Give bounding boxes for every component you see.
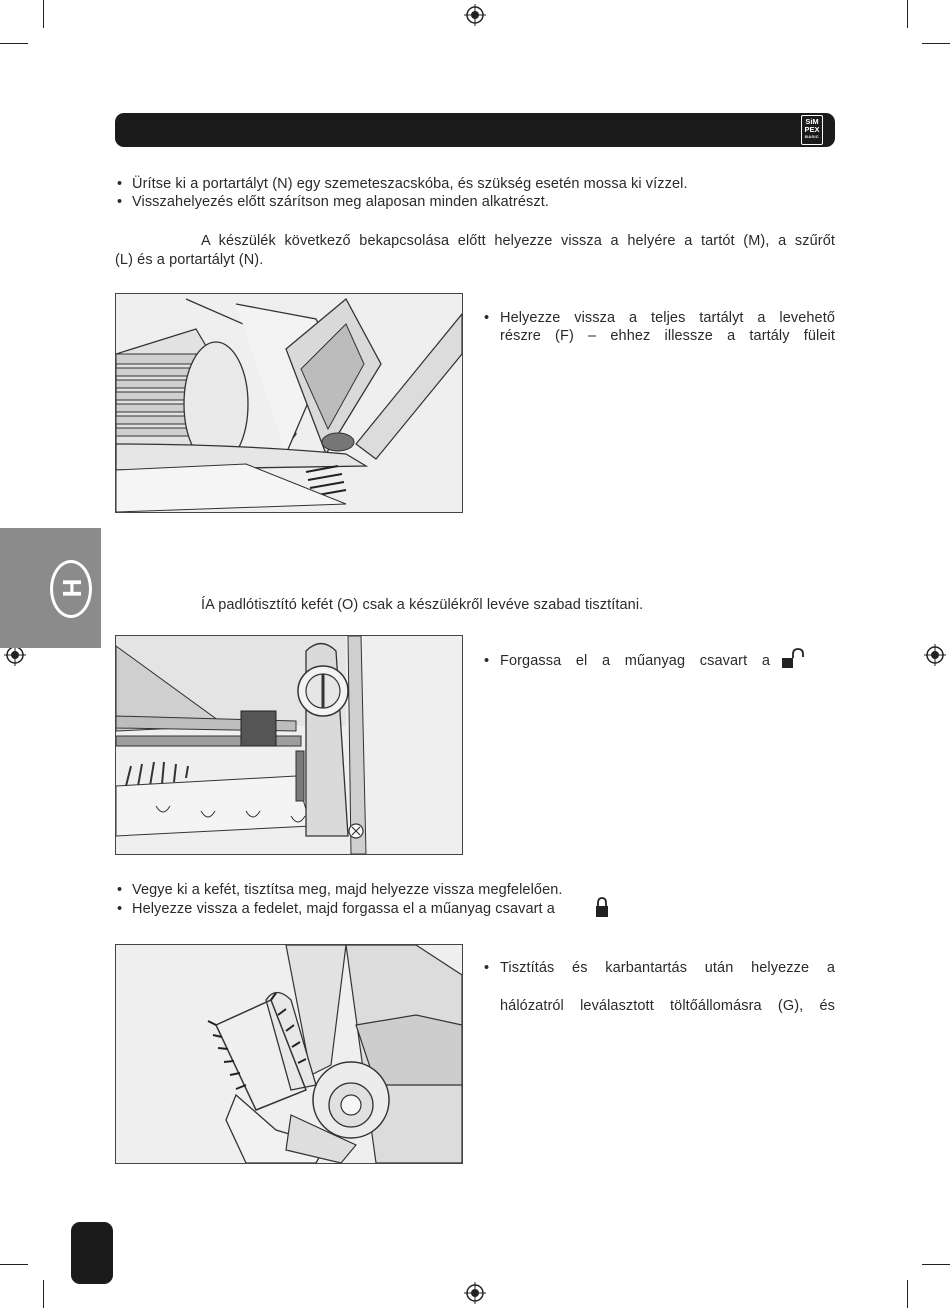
- figure-container-illustration: [115, 293, 463, 513]
- figure3-text-line1: Tisztítás és karbantartás után helyezze a: [500, 960, 835, 976]
- bullet-text: Vegye ki a kefét, tisztítsa meg, majd helyezze vissza megfelelően.: [132, 882, 563, 898]
- registration-mark-icon: [464, 1282, 486, 1304]
- figure1-text-line1: Helyezze vissza a teljes tartályt a levehető: [500, 310, 835, 326]
- language-tab-letter: H: [57, 578, 87, 598]
- crop-mark: [43, 1280, 44, 1308]
- crop-mark: [922, 43, 950, 44]
- crop-mark: [922, 1264, 950, 1265]
- bullet-marker: •: [117, 901, 123, 917]
- bullet-marker: •: [484, 960, 490, 976]
- bullet-marker: •: [117, 176, 123, 192]
- crop-mark: [0, 1264, 28, 1265]
- bullet-marker: •: [117, 882, 123, 898]
- crop-mark: [907, 1280, 908, 1308]
- bullet-marker: •: [117, 194, 123, 210]
- bullet-text: Helyezze vissza a fedelet, majd forgassa el a műanyag csavart a: [132, 901, 555, 917]
- figure-brush-removal-illustration: [115, 944, 463, 1164]
- bullet-marker: •: [484, 310, 490, 326]
- crop-mark: [43, 0, 44, 28]
- page-number-block: [71, 1222, 113, 1284]
- note-text-line2: (L) és a portartályt (N).: [115, 252, 264, 268]
- logo-bottom-text: BASIC: [805, 134, 819, 139]
- figure-brush-screw-illustration: [115, 635, 463, 855]
- figure3-text-line2: hálózatról leválasztott töltőállomásra (G), és: [500, 998, 835, 1014]
- locked-padlock-icon: [594, 897, 610, 919]
- note-text-line1: A készülék következő bekapcsolása előtt helyezze vissza a helyére a tartót (M), a szűrőt: [201, 233, 835, 249]
- section2-intro-text: ÍA padlótisztító kefét (O) csak a készülékről levéve szabad tisztítani.: [201, 597, 644, 613]
- registration-mark-icon: [464, 4, 486, 26]
- bullet-marker: •: [484, 653, 490, 669]
- registration-mark-icon: [924, 644, 946, 666]
- logo-top-text: SiM: [805, 117, 819, 126]
- figure1-text-line2: részre (F) – ehhez illessze a tartály füleit: [500, 328, 835, 344]
- crop-mark: [0, 43, 28, 44]
- bullet-text: Visszahelyezés előtt szárítson meg alaposan minden alkatrészt.: [132, 194, 549, 210]
- unlocked-padlock-icon: [780, 648, 806, 670]
- simpex-logo: [801, 115, 823, 145]
- figure2-text-line1: Forgassa el a műanyag csavart a: [500, 653, 770, 669]
- header-bar: [115, 113, 835, 147]
- crop-mark: [907, 0, 908, 28]
- bullet-text: Ürítse ki a portartályt (N) egy szemeteszacskóba, és szükség esetén mossa ki vízzel.: [132, 176, 688, 192]
- logo-mid-text: PEX: [804, 125, 820, 134]
